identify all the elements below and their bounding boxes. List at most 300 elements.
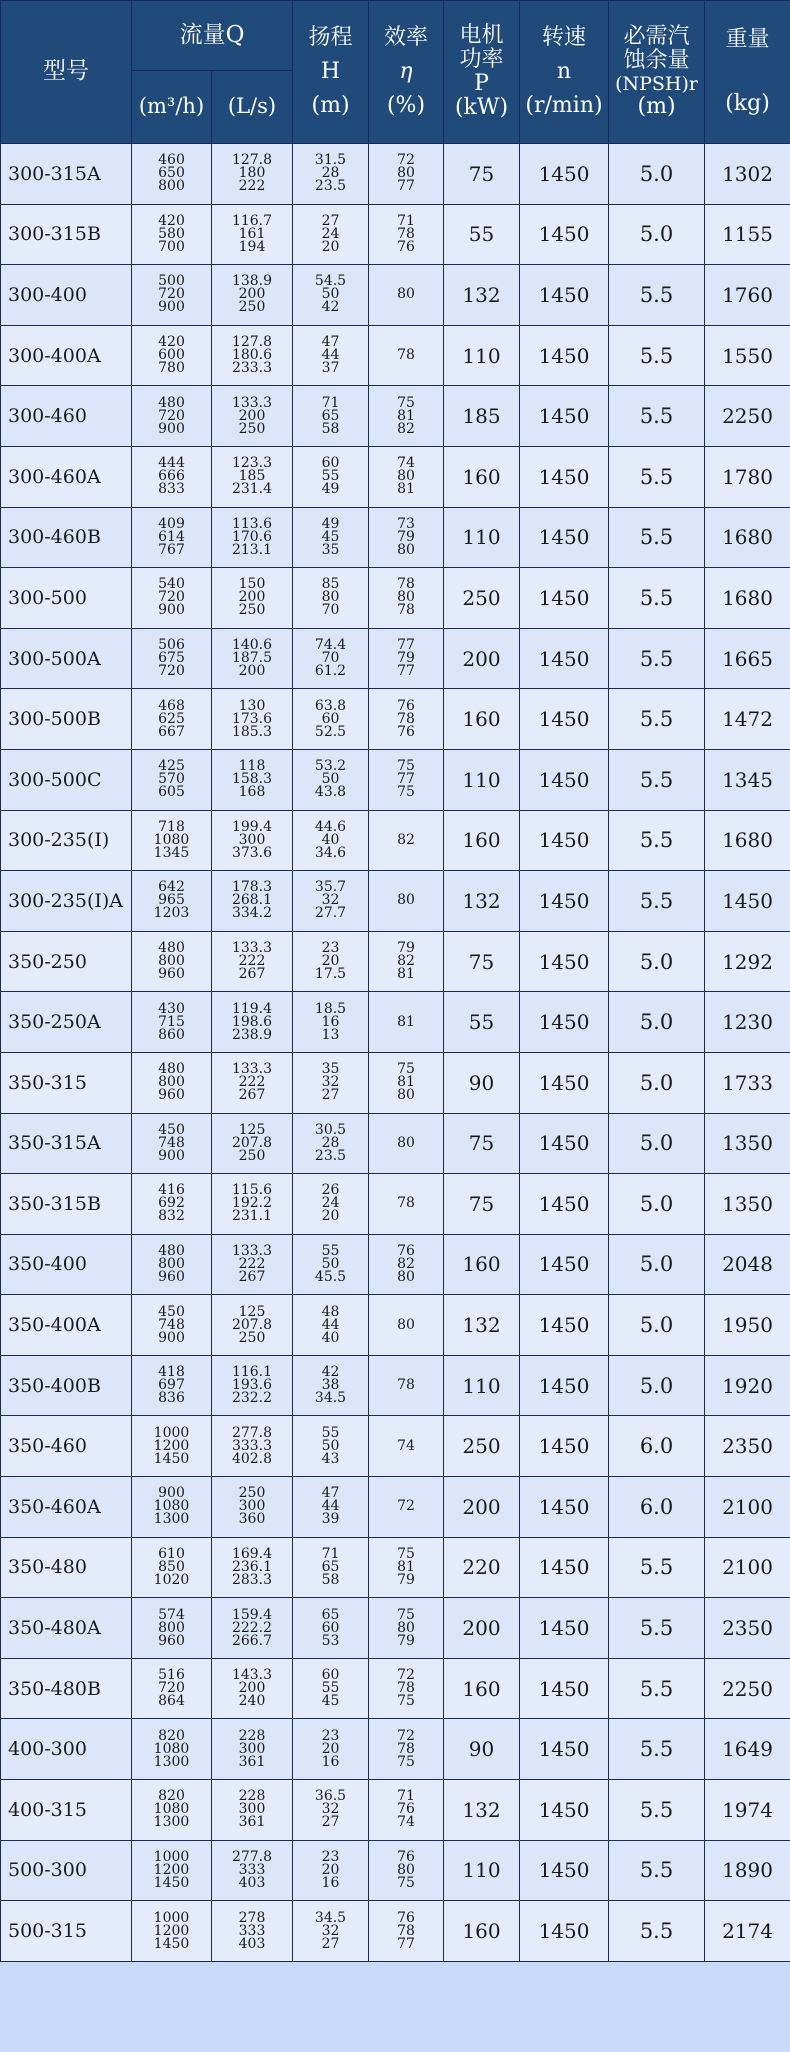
flow-m3h-cell-value: 642 bbox=[132, 881, 211, 894]
power-cell: 200 bbox=[444, 628, 520, 689]
model-cell: 400-300 bbox=[1, 1719, 132, 1780]
flow-ls-cell bbox=[212, 386, 293, 447]
npsh-cell: 5.5 bbox=[609, 446, 705, 507]
flow-ls-cell-value: 267 bbox=[212, 968, 292, 981]
flow-ls-cell bbox=[212, 1537, 293, 1598]
flow-ls-cell bbox=[212, 1295, 293, 1356]
table-row bbox=[1, 810, 790, 871]
flow-ls-cell-value: 277.8 bbox=[212, 1427, 292, 1440]
flow-m3h-cell-value: 460 bbox=[132, 154, 211, 167]
flow-m3h-cell-value: 480 bbox=[132, 1245, 211, 1258]
weight-cell: 1665 bbox=[705, 628, 790, 689]
flow-m3h-cell-value: 780 bbox=[132, 362, 211, 375]
flow-ls-cell-value: 231.4 bbox=[212, 483, 292, 496]
efficiency-cell-value: 80 bbox=[369, 167, 443, 180]
npsh-cell: 5.0 bbox=[609, 1234, 705, 1295]
flow-ls-cell bbox=[212, 1113, 293, 1174]
head-cell-value: 27 bbox=[293, 1816, 368, 1829]
npsh-cell: 5.0 bbox=[609, 1052, 705, 1113]
weight-cell: 1680 bbox=[705, 507, 790, 568]
head-cell-value: 30.5 bbox=[293, 1124, 368, 1137]
flow-ls-cell-value: 231.1 bbox=[212, 1210, 292, 1223]
head-cell-value: 45 bbox=[293, 531, 368, 544]
efficiency-cell-value: 72 bbox=[369, 1730, 443, 1743]
weight-cell: 1345 bbox=[705, 749, 790, 810]
flow-ls-cell-value: 133.3 bbox=[212, 942, 292, 955]
flow-m3h-cell-value: 420 bbox=[132, 336, 211, 349]
speed-cell: 1450 bbox=[520, 1416, 609, 1477]
weight-cell: 1230 bbox=[705, 992, 790, 1053]
flow-m3h-cell-value: 900 bbox=[132, 604, 211, 617]
flow-m3h-cell-value: 666 bbox=[132, 470, 211, 483]
flow-m3h-cell-value: 506 bbox=[132, 639, 211, 652]
head-cell bbox=[293, 1901, 369, 1962]
flow-ls-cell-value: 250 bbox=[212, 1332, 292, 1345]
flow-m3h-cell-value: 600 bbox=[132, 349, 211, 362]
head-cell-value: 34.5 bbox=[293, 1912, 368, 1925]
speed-cell: 1450 bbox=[520, 1355, 609, 1416]
head-cell-value: 65 bbox=[293, 410, 368, 423]
head-cell bbox=[293, 1416, 369, 1477]
efficiency-cell-value: 80 bbox=[369, 591, 443, 604]
efficiency-cell-value: 78 bbox=[369, 1682, 443, 1695]
head-cell-value: 55 bbox=[293, 470, 368, 483]
flow-ls-cell-value: 300 bbox=[212, 1803, 292, 1816]
weight-cell: 1350 bbox=[705, 1174, 790, 1235]
speed-cell: 1450 bbox=[520, 265, 609, 326]
head-cell bbox=[293, 1052, 369, 1113]
head-cell bbox=[293, 1658, 369, 1719]
power-cell: 132 bbox=[444, 871, 520, 932]
efficiency-cell-value: 72 bbox=[369, 1669, 443, 1682]
power-cell: 75 bbox=[444, 144, 520, 205]
flow-m3h-cell bbox=[132, 689, 212, 750]
flow-m3h-cell-value: 833 bbox=[132, 483, 211, 496]
weight-cell: 1920 bbox=[705, 1355, 790, 1416]
efficiency-cell bbox=[369, 1719, 444, 1780]
head-cell-value: 35.7 bbox=[293, 881, 368, 894]
flow-ls-cell-value: 159.4 bbox=[212, 1609, 292, 1622]
efficiency-cell-value: 73 bbox=[369, 518, 443, 531]
speed-cell: 1450 bbox=[520, 1052, 609, 1113]
flow-ls-cell-value: 140.6 bbox=[212, 639, 292, 652]
head-cell-value: 50 bbox=[293, 1440, 368, 1453]
flow-m3h-cell bbox=[132, 628, 212, 689]
weight-cell: 2350 bbox=[705, 1416, 790, 1477]
head-cell bbox=[293, 204, 369, 265]
head-cell-value: 44 bbox=[293, 349, 368, 362]
npsh-cell: 5.5 bbox=[609, 507, 705, 568]
efficiency-cell bbox=[369, 1234, 444, 1295]
efficiency-cell-value: 81 bbox=[369, 410, 443, 423]
flow-ls-cell-value: 200 bbox=[212, 591, 292, 604]
flow-m3h-cell bbox=[132, 144, 212, 205]
flow-ls-cell-value: 268.1 bbox=[212, 894, 292, 907]
head-cell-value: 27.7 bbox=[293, 907, 368, 920]
head-cell bbox=[293, 1780, 369, 1841]
table-row bbox=[1, 931, 790, 992]
head-cell-value: 49 bbox=[293, 483, 368, 496]
flow-m3h-cell-value: 580 bbox=[132, 228, 211, 241]
speed-cell: 1450 bbox=[520, 931, 609, 992]
efficiency-cell-value: 77 bbox=[369, 639, 443, 652]
flow-m3h-cell-value: 409 bbox=[132, 518, 211, 531]
head-cell-value: 20 bbox=[293, 1864, 368, 1877]
flow-m3h-cell-value: 1450 bbox=[132, 1938, 211, 1951]
flow-ls-cell-value: 250 bbox=[212, 1487, 292, 1500]
head-cell bbox=[293, 1719, 369, 1780]
efficiency-cell-value: 76 bbox=[369, 726, 443, 739]
flow-m3h-cell-value: 800 bbox=[132, 180, 211, 193]
flow-ls-cell-value: 373.6 bbox=[212, 847, 292, 860]
efficiency-cell-value: 81 bbox=[369, 1076, 443, 1089]
efficiency-cell-value: 80 bbox=[369, 1271, 443, 1284]
flow-m3h-cell-value: 1080 bbox=[132, 1500, 211, 1513]
table-row bbox=[1, 749, 790, 810]
head-cell-value: 63.8 bbox=[293, 700, 368, 713]
model-cell: 300-500 bbox=[1, 568, 132, 629]
head-cell bbox=[293, 871, 369, 932]
flow-ls-cell-value: 250 bbox=[212, 423, 292, 436]
efficiency-cell-value: 79 bbox=[369, 942, 443, 955]
speed-cell: 1450 bbox=[520, 871, 609, 932]
flow-ls-cell bbox=[212, 1658, 293, 1719]
flow-m3h-cell-value: 1345 bbox=[132, 847, 211, 860]
efficiency-cell-value: 75 bbox=[369, 1063, 443, 1076]
flow-m3h-cell-value: 864 bbox=[132, 1695, 211, 1708]
speed-cell: 1450 bbox=[520, 1174, 609, 1235]
head-cell-value: 50 bbox=[293, 773, 368, 786]
power-cell: 185 bbox=[444, 386, 520, 447]
flow-m3h-cell bbox=[132, 204, 212, 265]
head-cell-value: 28 bbox=[293, 167, 368, 180]
efficiency-cell bbox=[369, 204, 444, 265]
model-cell: 300-460B bbox=[1, 507, 132, 568]
flow-m3h-cell-value: 692 bbox=[132, 1197, 211, 1210]
head-cell-value: 50 bbox=[293, 288, 368, 301]
power-cell: 160 bbox=[444, 689, 520, 750]
flow-ls-cell bbox=[212, 871, 293, 932]
npsh-cell: 5.0 bbox=[609, 1295, 705, 1356]
speed-cell: 1450 bbox=[520, 1234, 609, 1295]
efficiency-cell-value: 75 bbox=[369, 1756, 443, 1769]
power-cell: 160 bbox=[444, 1658, 520, 1719]
flow-m3h-cell-value: 468 bbox=[132, 700, 211, 713]
flow-ls-cell-value: 127.8 bbox=[212, 336, 292, 349]
table-row bbox=[1, 1840, 790, 1901]
efficiency-cell bbox=[369, 386, 444, 447]
flow-m3h-cell-value: 1300 bbox=[132, 1816, 211, 1829]
flow-ls-cell-value: 207.8 bbox=[212, 1137, 292, 1150]
flow-ls-cell bbox=[212, 144, 293, 205]
flow-ls-cell-value: 213.1 bbox=[212, 544, 292, 557]
flow-ls-cell-value: 198.6 bbox=[212, 1016, 292, 1029]
npsh-cell: 5.0 bbox=[609, 1174, 705, 1235]
flow-m3h-cell-value: 832 bbox=[132, 1210, 211, 1223]
flow-m3h-cell-value: 1203 bbox=[132, 907, 211, 920]
efficiency-cell-value: 82 bbox=[369, 1258, 443, 1271]
flow-ls-cell-value: 300 bbox=[212, 1743, 292, 1756]
head-cell-value: 47 bbox=[293, 1487, 368, 1500]
flow-m3h-cell bbox=[132, 992, 212, 1053]
table-row bbox=[1, 1780, 790, 1841]
efficiency-cell-value: 78 bbox=[369, 1379, 443, 1392]
speed-cell: 1450 bbox=[520, 992, 609, 1053]
efficiency-cell-value: 81 bbox=[369, 1561, 443, 1574]
flow-m3h-cell bbox=[132, 1537, 212, 1598]
power-cell: 132 bbox=[444, 265, 520, 326]
flow-ls-cell-value: 199.4 bbox=[212, 821, 292, 834]
npsh-cell: 5.5 bbox=[609, 1780, 705, 1841]
efficiency-cell bbox=[369, 144, 444, 205]
weight-cell: 1292 bbox=[705, 931, 790, 992]
flow-m3h-cell-value: 800 bbox=[132, 1622, 211, 1635]
flow-m3h-cell bbox=[132, 871, 212, 932]
weight-cell: 1302 bbox=[705, 144, 790, 205]
power-cell: 160 bbox=[444, 810, 520, 871]
head-cell bbox=[293, 265, 369, 326]
model-cell: 400-315 bbox=[1, 1780, 132, 1841]
npsh-cell: 5.5 bbox=[609, 325, 705, 386]
weight-cell: 1680 bbox=[705, 568, 790, 629]
flow-ls-cell-value: 185.3 bbox=[212, 726, 292, 739]
efficiency-cell-value: 81 bbox=[369, 1016, 443, 1029]
model-cell: 350-460A bbox=[1, 1477, 132, 1538]
head-cell-value: 53.2 bbox=[293, 760, 368, 773]
flow-m3h-cell-value: 820 bbox=[132, 1790, 211, 1803]
flow-m3h-cell bbox=[132, 931, 212, 992]
head-cell-value: 48 bbox=[293, 1306, 368, 1319]
flow-ls-cell-value: 333 bbox=[212, 1864, 292, 1877]
head-cell-value: 16 bbox=[293, 1016, 368, 1029]
head-cell bbox=[293, 568, 369, 629]
flow-ls-cell-value: 113.6 bbox=[212, 518, 292, 531]
model-cell: 300-315A bbox=[1, 144, 132, 205]
head-cell-value: 35 bbox=[293, 544, 368, 557]
efficiency-cell bbox=[369, 1840, 444, 1901]
efficiency-cell-value: 80 bbox=[369, 1137, 443, 1150]
efficiency-cell-value: 82 bbox=[369, 834, 443, 847]
flow-m3h-cell-value: 610 bbox=[132, 1548, 211, 1561]
flow-ls-cell-value: 115.6 bbox=[212, 1184, 292, 1197]
power-cell: 132 bbox=[444, 1295, 520, 1356]
efficiency-cell-value: 81 bbox=[369, 483, 443, 496]
flow-ls-cell-value: 228 bbox=[212, 1730, 292, 1743]
flow-ls-cell-value: 300 bbox=[212, 1500, 292, 1513]
weight-cell: 1733 bbox=[705, 1052, 790, 1113]
flow-m3h-cell-value: 965 bbox=[132, 894, 211, 907]
table-row bbox=[1, 568, 790, 629]
npsh-cell: 5.5 bbox=[609, 1598, 705, 1659]
efficiency-cell-value: 80 bbox=[369, 1089, 443, 1102]
efficiency-cell bbox=[369, 628, 444, 689]
flow-ls-cell-value: 222 bbox=[212, 1258, 292, 1271]
head-cell-value: 37 bbox=[293, 362, 368, 375]
head-cell-value: 23 bbox=[293, 1730, 368, 1743]
flow-ls-cell-value: 173.6 bbox=[212, 713, 292, 726]
head-cell bbox=[293, 689, 369, 750]
model-cell: 300-460 bbox=[1, 386, 132, 447]
npsh-cell: 5.5 bbox=[609, 628, 705, 689]
model-cell: 350-315 bbox=[1, 1052, 132, 1113]
head-cell bbox=[293, 507, 369, 568]
efficiency-cell-value: 77 bbox=[369, 1938, 443, 1951]
weight-cell: 2250 bbox=[705, 386, 790, 447]
npsh-cell: 5.5 bbox=[609, 568, 705, 629]
table-row bbox=[1, 871, 790, 932]
flow-ls-cell-value: 361 bbox=[212, 1816, 292, 1829]
efficiency-cell bbox=[369, 507, 444, 568]
npsh-cell: 5.0 bbox=[609, 144, 705, 205]
head-cell-value: 58 bbox=[293, 423, 368, 436]
flow-ls-cell-value: 361 bbox=[212, 1756, 292, 1769]
speed-cell: 1450 bbox=[520, 628, 609, 689]
efficiency-cell-value: 78 bbox=[369, 228, 443, 241]
weight-cell: 1780 bbox=[705, 446, 790, 507]
table-row bbox=[1, 1658, 790, 1719]
flow-ls-cell-value: 192.2 bbox=[212, 1197, 292, 1210]
model-cell: 500-315 bbox=[1, 1901, 132, 1962]
flow-ls-cell bbox=[212, 1174, 293, 1235]
model-cell: 300-500A bbox=[1, 628, 132, 689]
efficiency-cell-value: 78 bbox=[369, 1743, 443, 1756]
npsh-cell: 5.5 bbox=[609, 1840, 705, 1901]
flow-ls-cell-value: 334.2 bbox=[212, 907, 292, 920]
efficiency-cell bbox=[369, 871, 444, 932]
head-cell-value: 42 bbox=[293, 301, 368, 314]
head-cell-value: 55 bbox=[293, 1682, 368, 1695]
table-row bbox=[1, 1537, 790, 1598]
table-row bbox=[1, 144, 790, 205]
flow-ls-cell-value: 267 bbox=[212, 1271, 292, 1284]
flow-m3h-cell-value: 667 bbox=[132, 726, 211, 739]
flow-ls-cell-value: 250 bbox=[212, 1150, 292, 1163]
header-head-line3: (m) bbox=[293, 94, 368, 118]
table-row bbox=[1, 1719, 790, 1780]
header-npsh bbox=[609, 1, 705, 144]
model-cell: 300-460A bbox=[1, 446, 132, 507]
flow-m3h-cell-value: 820 bbox=[132, 1730, 211, 1743]
speed-cell: 1450 bbox=[520, 1295, 609, 1356]
flow-m3h-cell-value: 697 bbox=[132, 1379, 211, 1392]
model-cell: 300-315B bbox=[1, 204, 132, 265]
table-row bbox=[1, 628, 790, 689]
efficiency-cell-value: 80 bbox=[369, 288, 443, 301]
header-npsh-line4: (m) bbox=[609, 95, 704, 119]
flow-ls-cell bbox=[212, 1416, 293, 1477]
weight-cell: 1550 bbox=[705, 325, 790, 386]
flow-m3h-cell bbox=[132, 1598, 212, 1659]
power-cell: 250 bbox=[444, 568, 520, 629]
efficiency-cell-value: 76 bbox=[369, 1245, 443, 1258]
head-cell-value: 32 bbox=[293, 1925, 368, 1938]
header-flow-ls: (L/s) bbox=[212, 71, 293, 144]
npsh-cell: 5.5 bbox=[609, 1537, 705, 1598]
efficiency-cell-value: 78 bbox=[369, 604, 443, 617]
head-cell-value: 31.5 bbox=[293, 154, 368, 167]
efficiency-cell bbox=[369, 568, 444, 629]
head-cell-value: 50 bbox=[293, 1258, 368, 1271]
weight-cell: 1890 bbox=[705, 1840, 790, 1901]
header-npsh-line2: 蚀余量 bbox=[609, 49, 704, 73]
flow-ls-cell-value: 278 bbox=[212, 1912, 292, 1925]
npsh-cell: 5.5 bbox=[609, 689, 705, 750]
model-cell: 300-400A bbox=[1, 325, 132, 386]
flow-ls-cell bbox=[212, 1477, 293, 1538]
flow-ls-cell-value: 116.7 bbox=[212, 215, 292, 228]
flow-m3h-cell-value: 1300 bbox=[132, 1756, 211, 1769]
header-weight bbox=[705, 1, 790, 144]
table-row bbox=[1, 386, 790, 447]
flow-ls-cell bbox=[212, 204, 293, 265]
flow-ls-cell-value: 123.3 bbox=[212, 457, 292, 470]
head-cell bbox=[293, 1295, 369, 1356]
flow-m3h-cell-value: 480 bbox=[132, 942, 211, 955]
efficiency-cell bbox=[369, 1174, 444, 1235]
header-eff-line1: 效率 bbox=[369, 26, 443, 50]
weight-cell: 1760 bbox=[705, 265, 790, 326]
flow-m3h-cell-value: 1080 bbox=[132, 834, 211, 847]
efficiency-cell bbox=[369, 689, 444, 750]
power-cell: 200 bbox=[444, 1598, 520, 1659]
flow-ls-cell-value: 250 bbox=[212, 604, 292, 617]
flow-m3h-cell-value: 900 bbox=[132, 1150, 211, 1163]
head-cell-value: 80 bbox=[293, 591, 368, 604]
efficiency-cell-value: 80 bbox=[369, 1864, 443, 1877]
weight-cell: 1472 bbox=[705, 689, 790, 750]
flow-ls-cell-value: 200 bbox=[212, 665, 292, 678]
head-cell-value: 16 bbox=[293, 1756, 368, 1769]
weight-cell: 2100 bbox=[705, 1477, 790, 1538]
flow-ls-cell-value: 222 bbox=[212, 180, 292, 193]
speed-cell: 1450 bbox=[520, 1840, 609, 1901]
head-cell-value: 60 bbox=[293, 1669, 368, 1682]
weight-cell: 2100 bbox=[705, 1537, 790, 1598]
efficiency-cell-value: 75 bbox=[369, 1877, 443, 1890]
head-cell-value: 23.5 bbox=[293, 1150, 368, 1163]
head-cell-value: 18.5 bbox=[293, 1003, 368, 1016]
flow-m3h-cell-value: 614 bbox=[132, 531, 211, 544]
table-row bbox=[1, 1295, 790, 1356]
head-cell-value: 60 bbox=[293, 1622, 368, 1635]
efficiency-cell-value: 78 bbox=[369, 713, 443, 726]
flow-m3h-cell-value: 480 bbox=[132, 1063, 211, 1076]
flow-ls-cell-value: 403 bbox=[212, 1877, 292, 1890]
flow-m3h-cell-value: 574 bbox=[132, 1609, 211, 1622]
table-row bbox=[1, 1052, 790, 1113]
speed-cell: 1450 bbox=[520, 689, 609, 750]
flow-ls-cell-value: 180 bbox=[212, 167, 292, 180]
head-cell-value: 39 bbox=[293, 1513, 368, 1526]
flow-m3h-cell-value: 748 bbox=[132, 1137, 211, 1150]
efficiency-cell-value: 74 bbox=[369, 1440, 443, 1453]
flow-m3h-cell-value: 625 bbox=[132, 713, 211, 726]
efficiency-cell-value: 77 bbox=[369, 180, 443, 193]
efficiency-cell bbox=[369, 1598, 444, 1659]
head-cell bbox=[293, 1477, 369, 1538]
npsh-cell: 5.5 bbox=[609, 749, 705, 810]
speed-cell: 1450 bbox=[520, 749, 609, 810]
flow-ls-cell-value: 180.6 bbox=[212, 349, 292, 362]
flow-ls-cell-value: 194 bbox=[212, 241, 292, 254]
flow-ls-cell-value: 207.8 bbox=[212, 1319, 292, 1332]
flow-ls-cell-value: 133.3 bbox=[212, 1063, 292, 1076]
flow-m3h-cell-value: 700 bbox=[132, 241, 211, 254]
npsh-cell: 5.0 bbox=[609, 204, 705, 265]
head-cell-value: 40 bbox=[293, 1332, 368, 1345]
speed-cell: 1450 bbox=[520, 446, 609, 507]
efficiency-cell bbox=[369, 1537, 444, 1598]
